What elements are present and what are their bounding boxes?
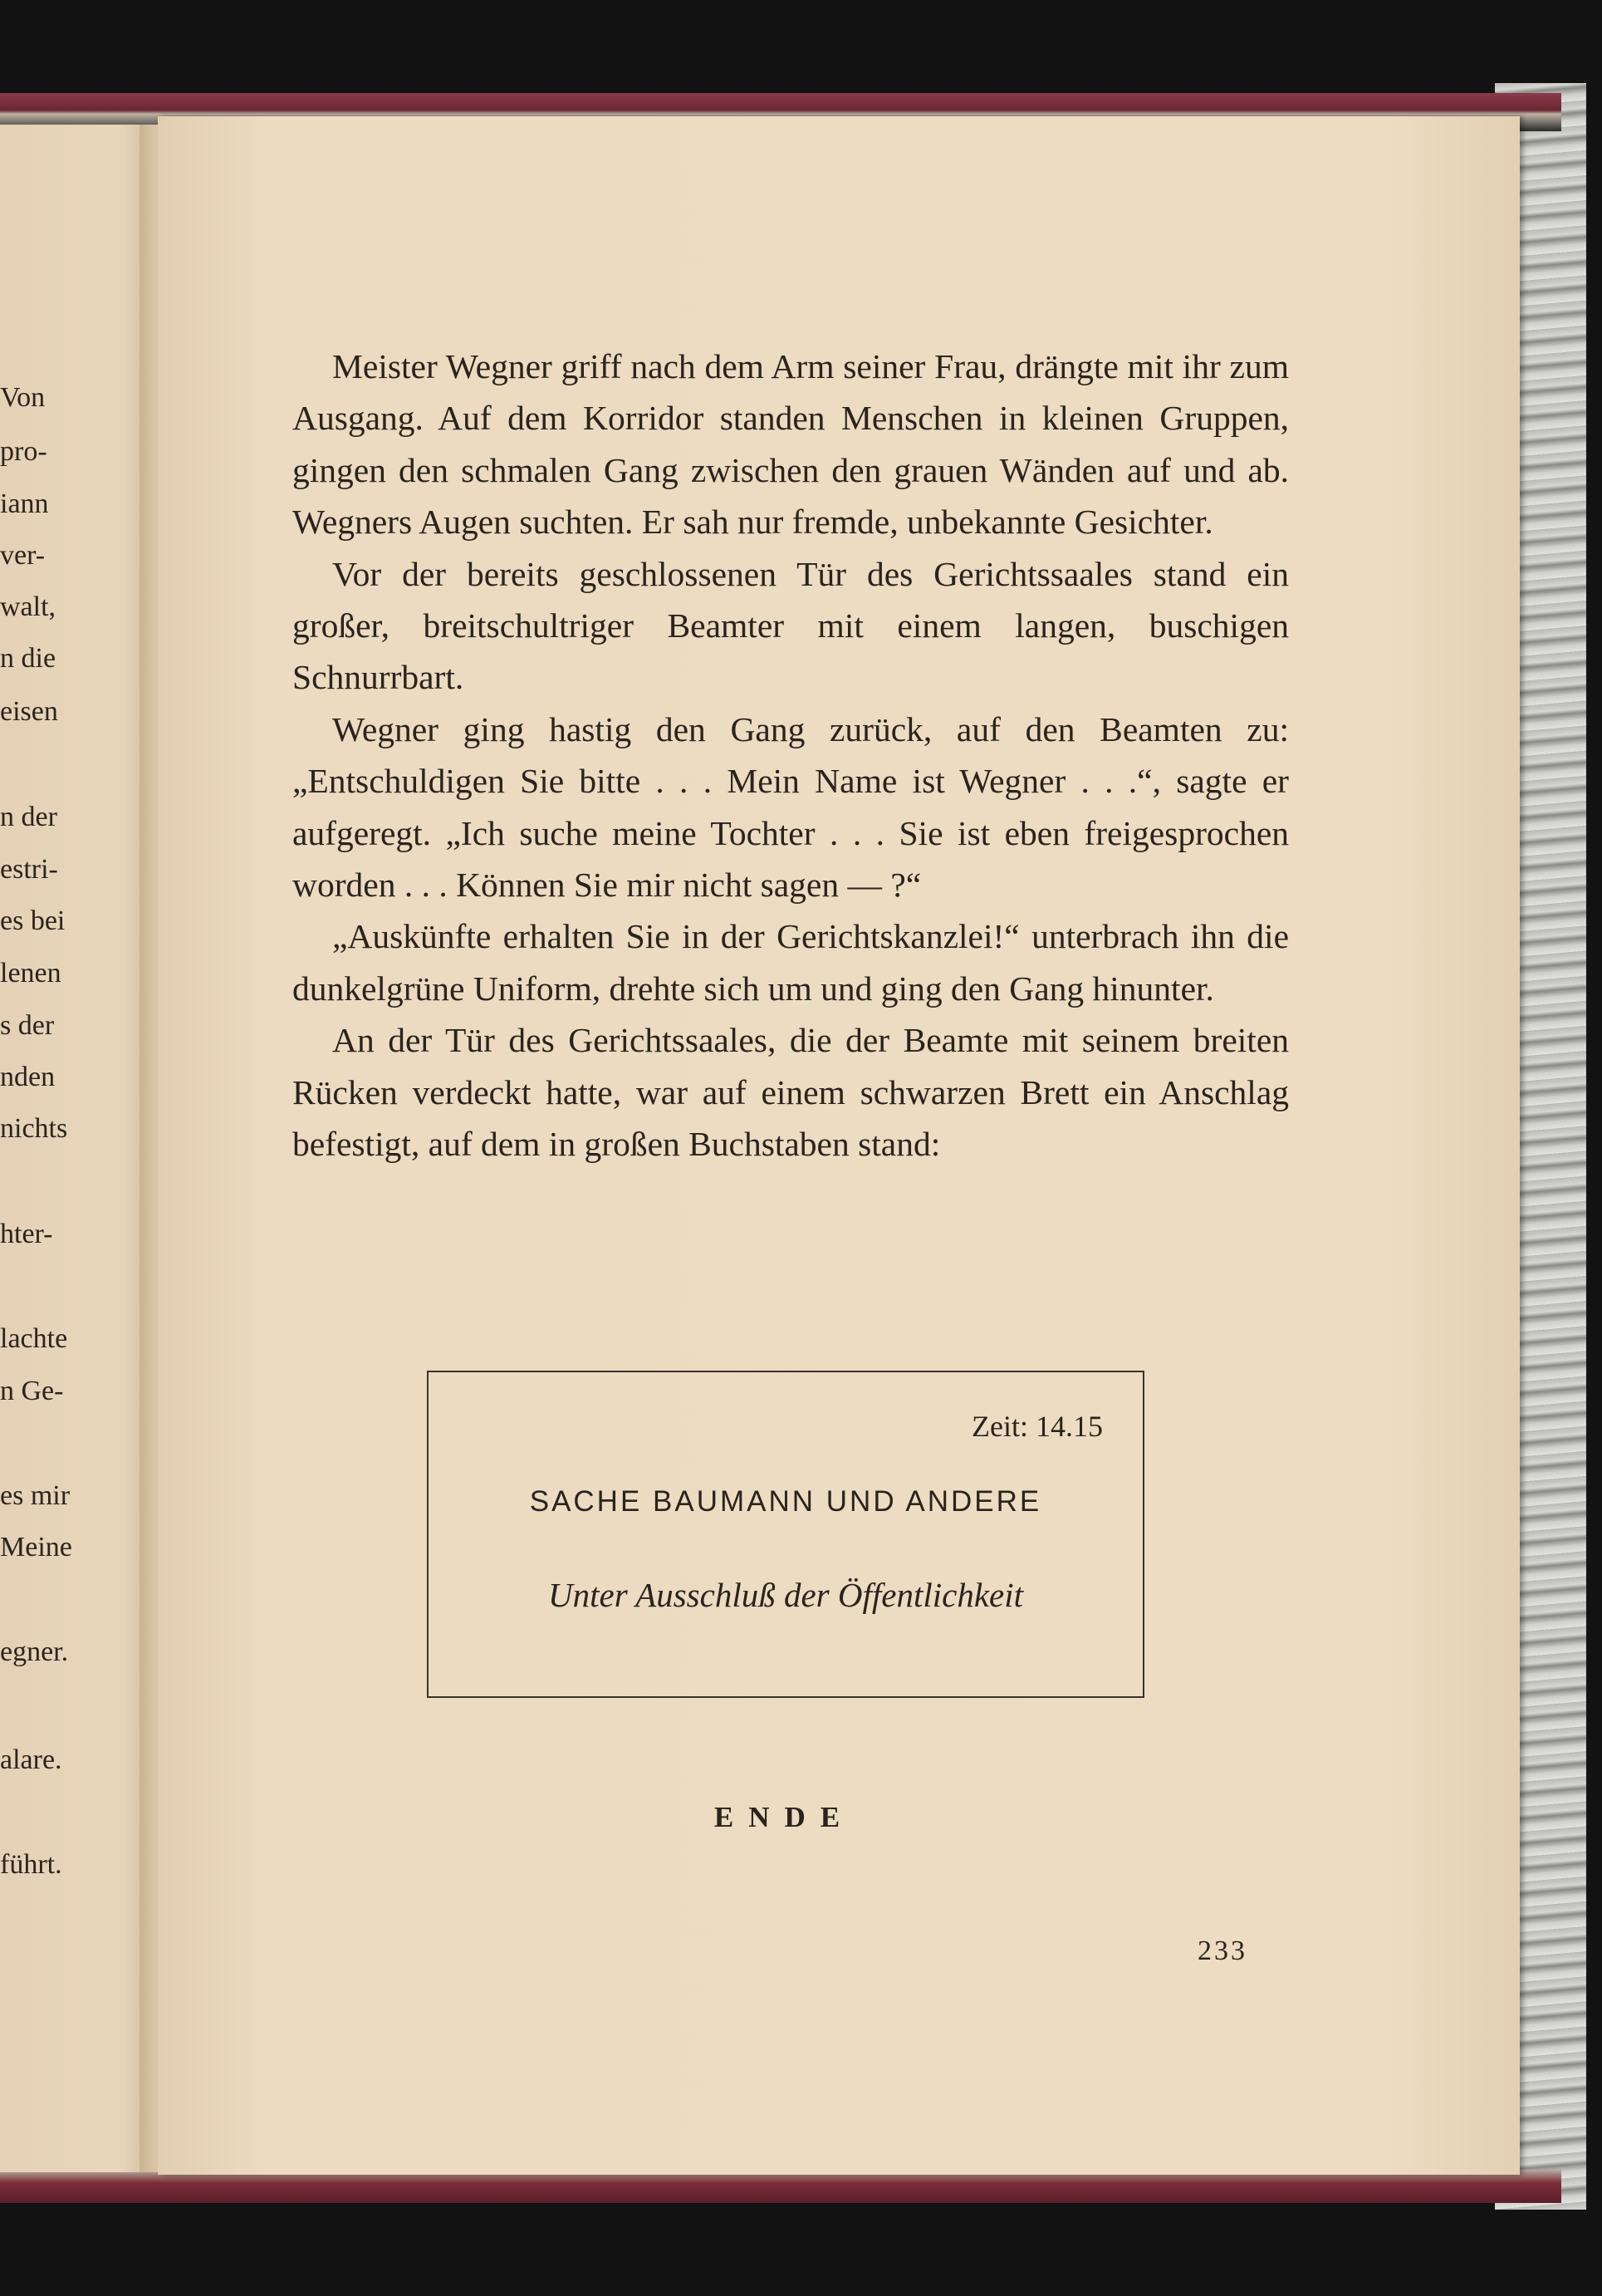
left-page-fragment: nichts xyxy=(0,1113,68,1144)
left-page-fragment: n Ge- xyxy=(0,1376,64,1406)
left-page-fragment: Meine xyxy=(0,1532,72,1563)
page-number: 233 xyxy=(1198,1935,1247,1966)
left-page-fragment: führt. xyxy=(0,1849,62,1880)
left-page-fragment: n der xyxy=(0,802,57,832)
left-page-fragment: es mir xyxy=(0,1480,71,1511)
paragraph: Vor der bereits geschlossenen Tür des Gerichtssaales stand ein großer, breitschultriger Beamter mit einem langen, buschigen Schnurrbart. xyxy=(292,554,1289,697)
left-page-fragment: estri- xyxy=(0,854,58,885)
paragraph: Meister Wegner griff nach dem Arm seiner Frau, drängte mit ihr zum Ausgang. Auf dem Korridor standen Menschen in kleinen Gruppen, gingen den schmalen Gang zwischen den grauen Wänden auf und ab. Wegners Augen suchten. Er sah nur fremde, unbekannte Gesichter. xyxy=(292,347,1289,542)
left-page-fragment: pro- xyxy=(0,436,47,467)
left-page-fragment: ver- xyxy=(0,540,46,571)
left-page-fragment: iann xyxy=(0,488,49,519)
paragraph: An der Tür des Gerichtssaales, die der Beamte mit seinem breiten Rücken verdeckt hatte, war auf einem schwarzen Brett ein Anschlag befestigt, auf dem in großen Buchstaben stand: xyxy=(292,1021,1289,1164)
left-page-fragment: s der xyxy=(0,1010,55,1041)
left-page-fragment: nden xyxy=(0,1062,56,1092)
left-page xyxy=(0,125,149,2172)
left-page-fragment: lenen xyxy=(0,958,61,989)
left-page-fragment: Von xyxy=(0,382,46,413)
notice-case-title: SACHE BAUMANN UND ANDERE xyxy=(529,1485,1042,1518)
paragraph: Wegner ging hastig den Gang zurück, auf den Beamten zu: „Entschuldigen Sie bitte . . . Mein Name ist Wegner . . .“, sagte er aufgeregt. „Ich suche meine Tochter . . . Sie ist eben freigesprochen worden . . . Können Sie mir nicht sagen — ?“ xyxy=(292,709,1289,905)
left-page-fragment: lachte xyxy=(0,1323,68,1354)
ending-label xyxy=(0,1801,1602,1834)
left-page-fragment: es bei xyxy=(0,905,66,936)
notice-subtitle: Unter Ausschluß der Öffentlichkeit xyxy=(548,1576,1023,1614)
left-page-fragment: hter- xyxy=(0,1219,53,1249)
binding-cloth-bottom xyxy=(0,2170,1561,2203)
left-page-fragment: walt, xyxy=(0,591,56,622)
court-notice-box xyxy=(427,1371,1144,1698)
page-body xyxy=(292,341,1289,1170)
left-page-fragment: eisen xyxy=(0,696,58,727)
paragraph: „Auskünfte erhalten Sie in der Gerichtskanzlei!“ unterbrach ihn die dunkelgrüne Uniform, drehte sich um und ging den Gang hinunter. xyxy=(292,917,1289,1008)
left-page-fragment: alare. xyxy=(0,1744,62,1775)
notice-time: Zeit: 14.15 xyxy=(972,1410,1103,1443)
left-page-fragment: egner. xyxy=(0,1636,69,1667)
left-page-fragment: n die xyxy=(0,643,56,674)
ending-text: ENDE xyxy=(713,1801,855,1833)
